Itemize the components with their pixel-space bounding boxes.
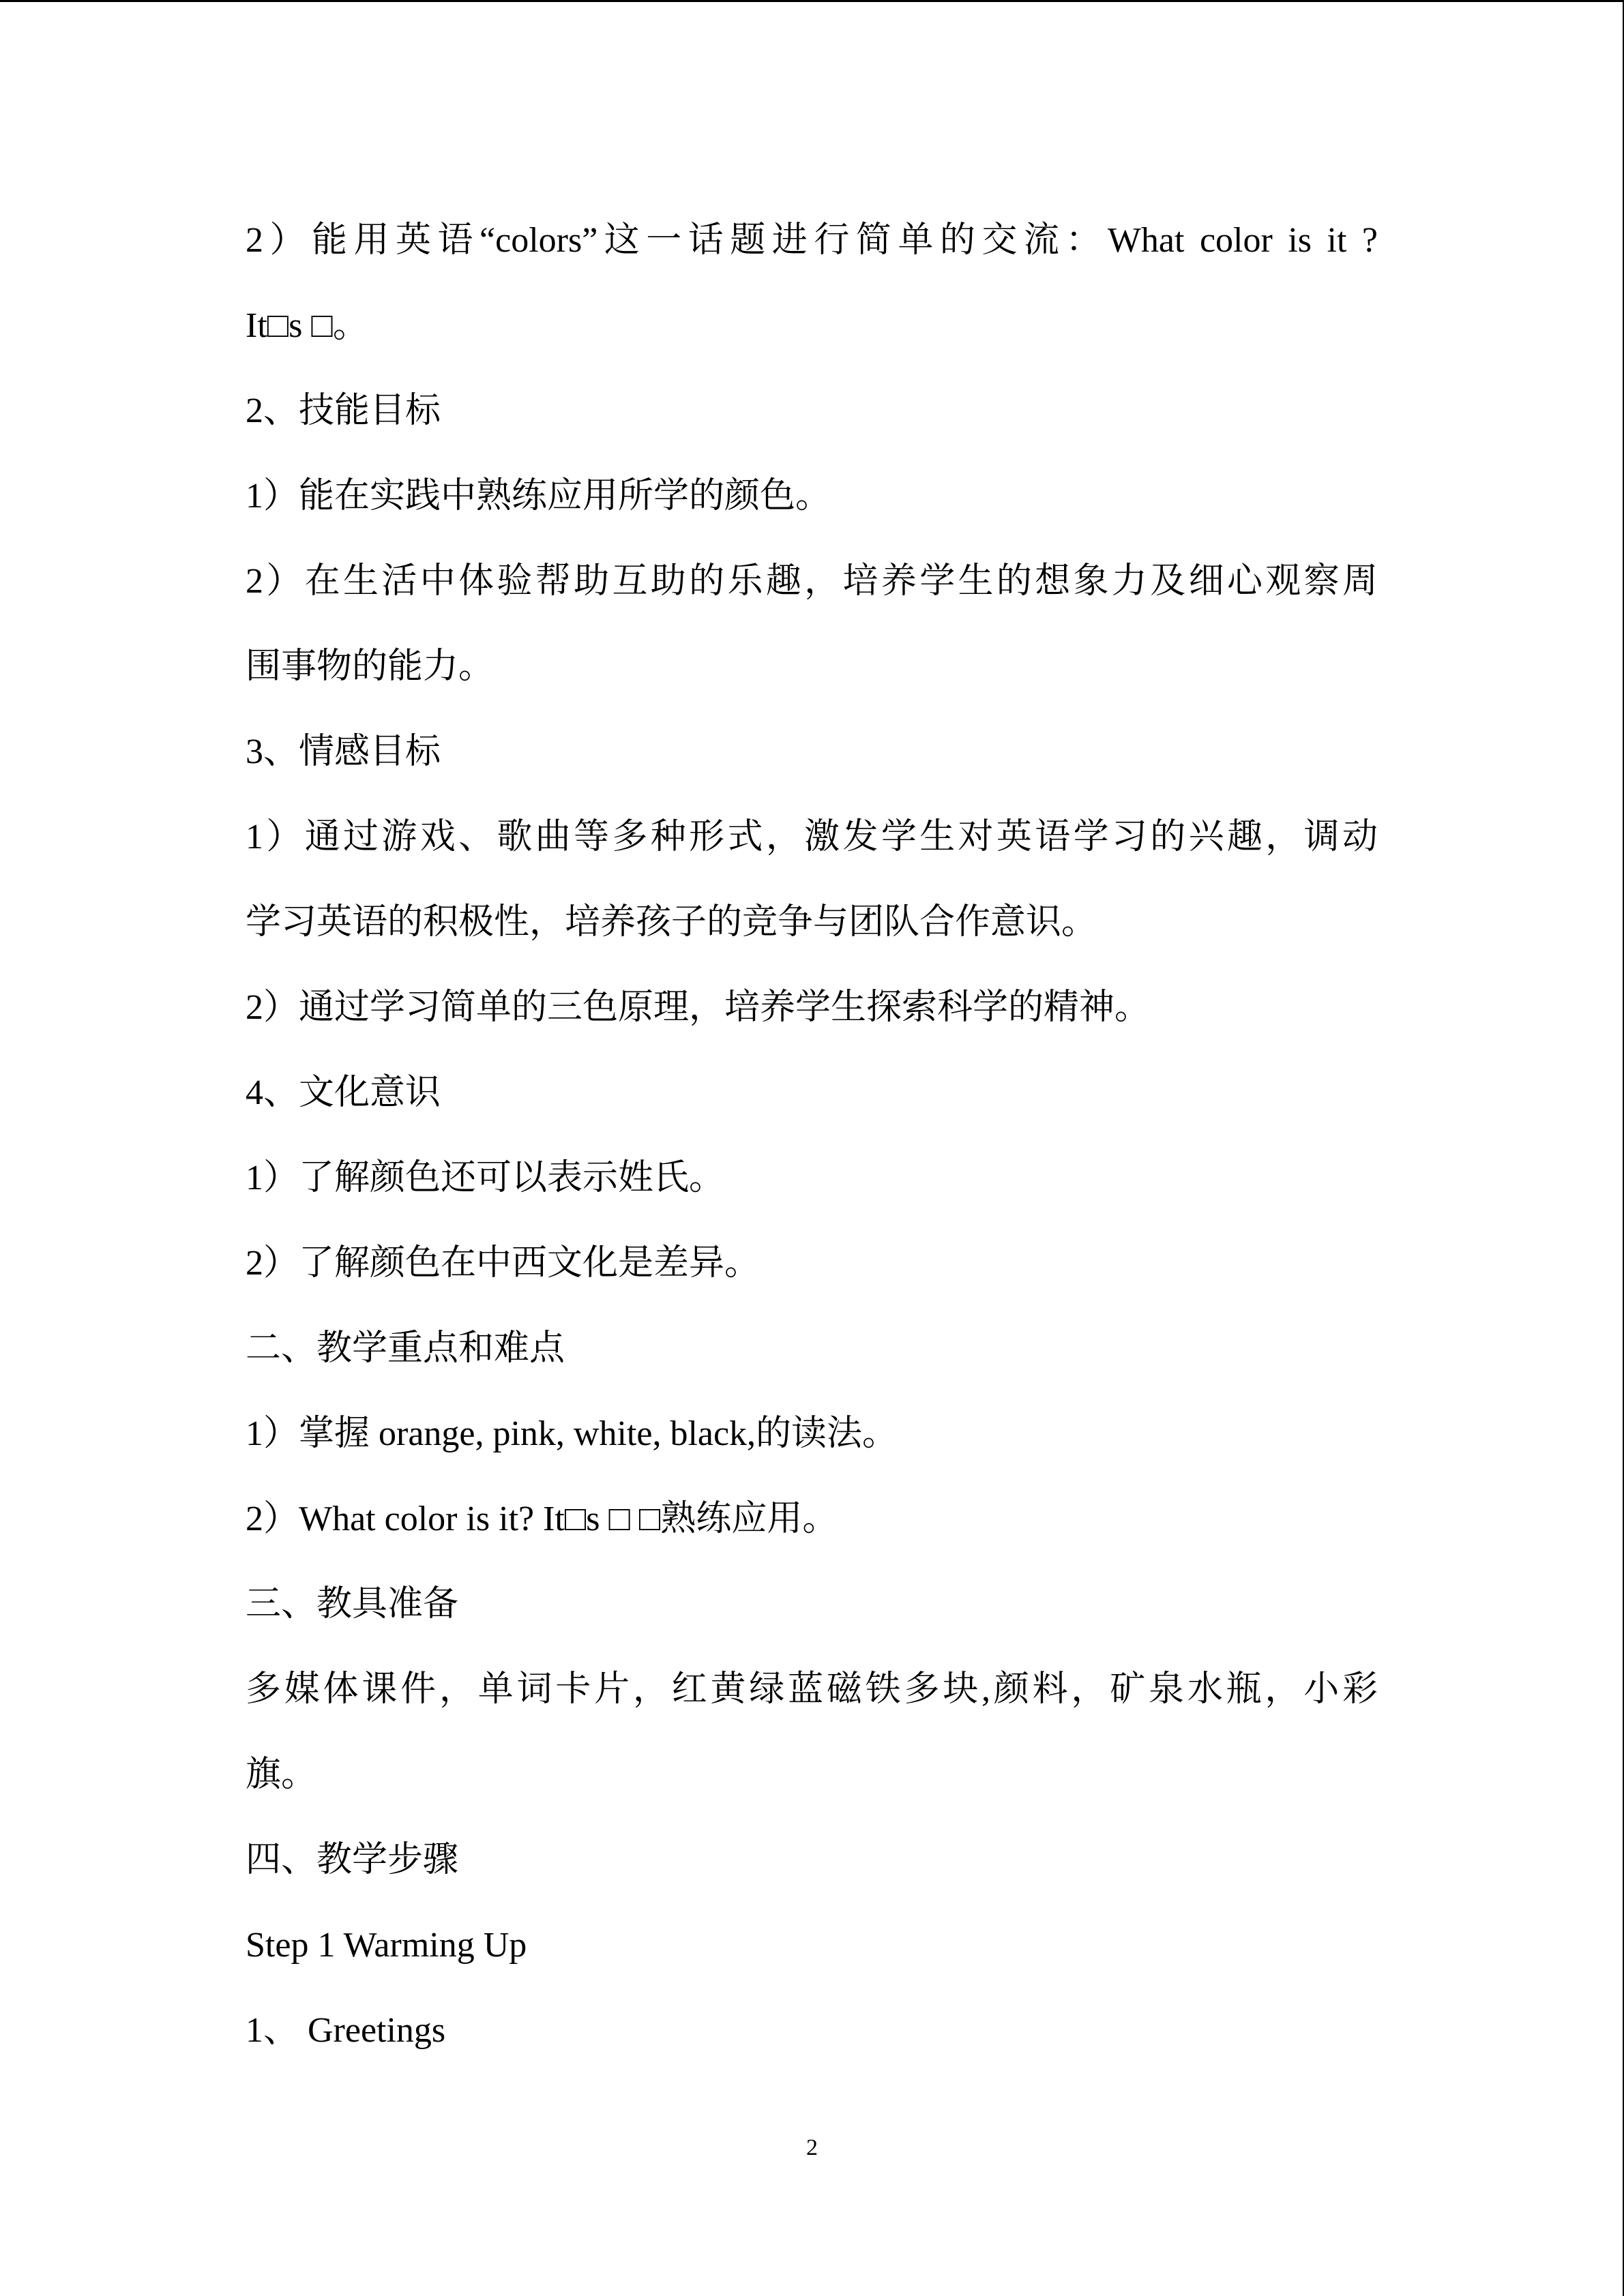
heading-teaching-steps: 四、教学步骤 [246,1840,459,1879]
heading-emotion-goals: 3、情感目标 [246,732,441,771]
emotion-goal-2: 2）通过学习简单的三色原理，培养学生探索科学的精神。 [246,988,1151,1027]
step-1-warming-up: Step 1 Warming Up [246,1926,527,1965]
page-number: 2 [806,2135,818,2160]
heading-culture-awareness: 4、文化意识 [246,1073,441,1112]
teaching-aids-list: 多媒体课件，单词卡片，红黄绿蓝磁铁多块,颜料，矿泉水瓶，小彩 [246,1670,1378,1709]
objective-colors-dialogue-cont: It□s □。 [246,306,368,345]
emotion-goal-1: 1）通过游戏、歌曲等多种形式，激发学生对英语学习的兴趣，调动 [246,818,1378,856]
top-border-line [0,0,1624,2]
skill-goal-1: 1）能在实践中熟练应用所学的颜色。 [246,477,831,516]
objective-colors-dialogue: 2）能用英语“colors”这一话题进行简单的交流：What color is it ? [246,221,1378,260]
emotion-goal-1-cont: 学习英语的积极性，培养孩子的竞争与团队合作意识。 [246,903,1097,942]
document-body [246,198,1378,2073]
key-point-1: 1）掌握 orange, pink, white, black,的读法。 [246,1414,898,1453]
teaching-aids-list-cont: 旗。 [246,1755,317,1794]
key-point-2: 2）What color is it? It□s □ □熟练应用。 [246,1500,838,1538]
step-1-greetings: 1、 Greetings [246,2011,446,2050]
culture-goal-1: 1）了解颜色还可以表示姓氏。 [246,1159,725,1197]
skill-goal-2: 2）在生活中体验帮助互助的乐趣，培养学生的想象力及细心观察周 [246,562,1378,601]
heading-teaching-aids: 三、教具准备 [246,1585,459,1624]
heading-key-points: 二、教学重点和难点 [246,1329,565,1368]
heading-skill-goals: 2、技能目标 [246,391,441,430]
culture-goal-2: 2）了解颜色在中西文化是差异。 [246,1244,761,1283]
skill-goal-2-cont: 围事物的能力。 [246,647,494,686]
